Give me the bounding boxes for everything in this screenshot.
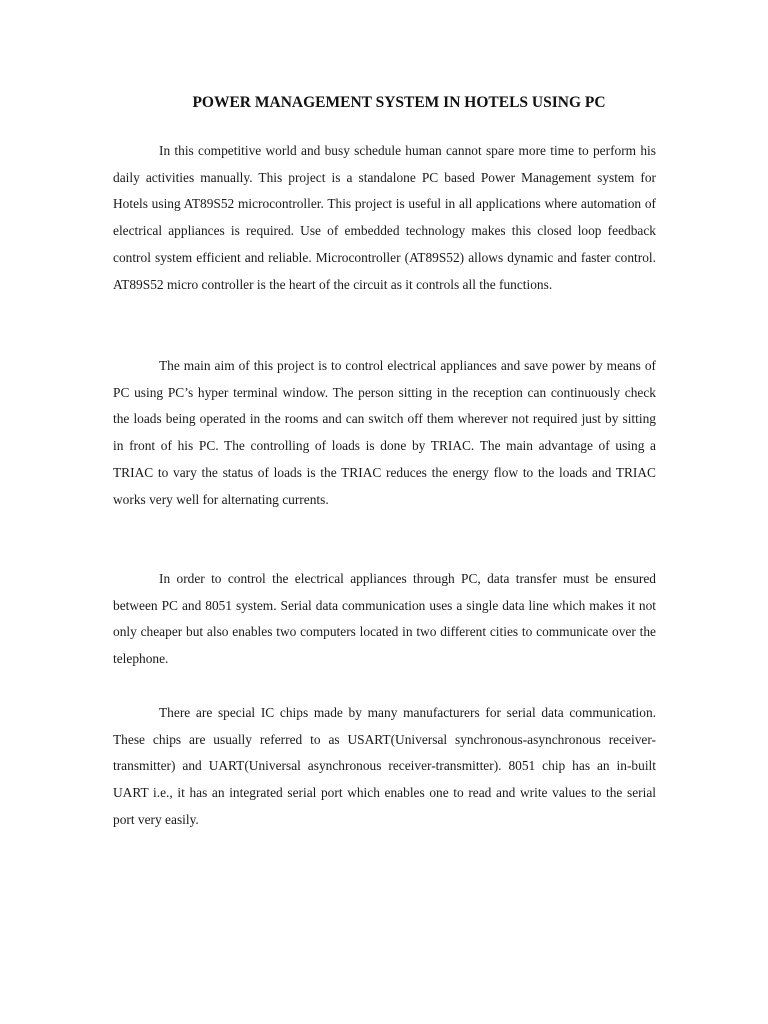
paragraph-introduction: In this competitive world and busy schedule human cannot spare more time to perform his daily activities manually. This project is a standalone PC based Power Management system for Hotels using AT89S52 microcontroller. This project is useful in all applications where automation of electrical appliances is required. Use of embedded technology makes this closed loop feedback control system efficient and reliable. Microcontroller (AT89S52) allows dynamic and faster control. AT89S52 micro controller is the heart of the circuit as it controls all the functions. xyxy=(113,143,656,292)
paragraph-data-transfer: In order to control the electrical appliances through PC, data transfer must be ensured between PC and 8051 system. Serial data communication uses a single data line which makes it not only cheaper but also enables two computers located in two different cities to communicate over the telephone. xyxy=(113,571,656,667)
paragraph-main-aim: The main aim of this project is to control electrical appliances and save power by means of PC using PC’s hyper terminal window. The person sitting in the reception can continuously check the loads being operated in the rooms and can switch off them wherever not required just by sitting in front of his PC. The controlling of loads is done by TRIAC. The main advantage of using a TRIAC to vary the status of loads is the TRIAC reduces the energy flow to the loads and TRIAC works very well for alternating currents. xyxy=(113,358,656,507)
paragraph-serial-chips: There are special IC chips made by many manufacturers for serial data communication. These chips are usually referred to as USART(Universal synchronous-asynchronous receiver-transmitter) and UART(Universal asynchronous receiver-transmitter). 8051 chip has an in-built UART i.e., it has an integrated serial port which enables one to read and write values to the serial port very easily. xyxy=(113,705,656,827)
document-title: POWER MANAGEMENT SYSTEM IN HOTELS USING PC xyxy=(192,94,606,111)
